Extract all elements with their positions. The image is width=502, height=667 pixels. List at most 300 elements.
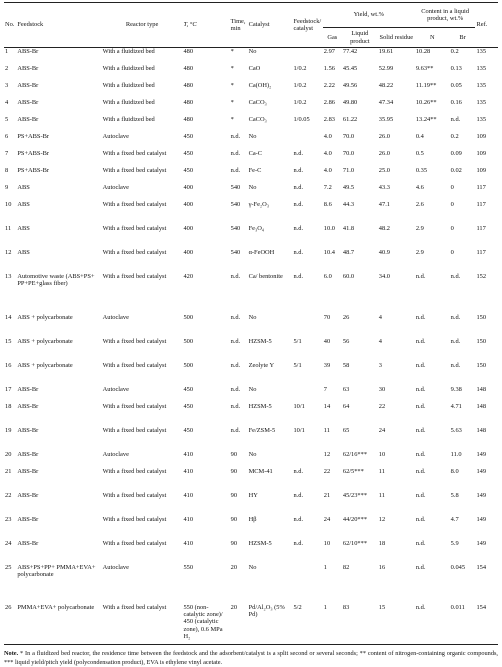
cell-no: 3 <box>5 81 9 89</box>
cell-ref: 148 <box>476 402 487 410</box>
cell-catalyst: Fe₃O₄ <box>248 224 265 232</box>
cell-solid-residue: 30 <box>378 385 386 393</box>
cell-catalyst: No <box>248 385 257 393</box>
cell-catalyst: MCM-41 <box>248 467 273 475</box>
cell-catalyst: CaCO₃ <box>248 98 267 106</box>
cell-gas: 4.0 <box>323 166 332 174</box>
cell-gas: 21 <box>323 491 331 499</box>
table-row <box>4 516 498 540</box>
cell-br-content: n.d. <box>450 361 461 369</box>
cell-liquid-product: 77.42 <box>342 48 358 55</box>
cell-liquid-product: 62/16*** <box>342 450 368 458</box>
cell-n-content: 11.19** <box>415 81 437 89</box>
cell-temperature: 450 <box>183 132 194 140</box>
cell-br-content: n.d. <box>450 272 461 280</box>
cell-feedstock-catalyst: n.d. <box>293 224 304 232</box>
header-gas: Gas <box>323 28 342 48</box>
cell-no: 12 <box>5 248 12 256</box>
header-br: Br <box>450 28 476 48</box>
cell-n-content: 2.9 <box>415 248 424 256</box>
cell-reactor-type: Autoclave <box>102 132 129 140</box>
cell-solid-residue: 35.95 <box>378 115 394 123</box>
cell-liquid-product: 82 <box>342 563 350 571</box>
cell-solid-residue: 4 <box>378 337 382 345</box>
cell-gas: 8.6 <box>323 200 332 208</box>
cell-feedstock: ABS-Br <box>17 48 39 55</box>
cell-reactor-type: With a fluidized bed <box>102 48 155 55</box>
cell-ref: 152 <box>476 272 487 280</box>
cell-temperature: 450 <box>183 426 194 434</box>
table-row <box>4 427 498 451</box>
cell-feedstock-catalyst: n.d. <box>293 467 304 475</box>
cell-feedstock: ABS-Br <box>17 385 39 393</box>
cell-solid-residue: 10 <box>378 450 386 458</box>
cell-feedstock-catalyst <box>292 564 322 604</box>
table-row <box>4 184 498 201</box>
cell-ref: 109 <box>476 132 487 140</box>
cell-feedstock-catalyst: n.d. <box>293 183 304 191</box>
cell-br-content: 8.0 <box>450 467 459 475</box>
cell-catalyst: No <box>248 48 257 55</box>
header-liquid-product: Liquid product <box>342 28 378 48</box>
cell-no: 25 <box>5 563 12 571</box>
cell-n-content: 10.26** <box>415 98 437 106</box>
cell-temperature: 410 <box>183 467 194 475</box>
cell-solid-residue: 11 <box>378 491 385 499</box>
cell-br-content: 0 <box>450 224 454 232</box>
cell-liquid-product: 83 <box>342 604 378 645</box>
table-row <box>4 201 498 225</box>
cell-temperature: 420 <box>183 272 194 280</box>
cell-temperature: 400 <box>183 183 194 191</box>
cell-solid-residue: 26.0 <box>378 132 390 140</box>
table-row <box>4 82 498 99</box>
cell-no: 1 <box>5 48 9 55</box>
cell-br-content: n.d. <box>450 313 461 321</box>
cell-liquid-product: 26 <box>342 313 350 321</box>
cell-reactor-type: Autoclave <box>102 313 129 321</box>
cell-no: 2 <box>5 64 9 72</box>
table-row <box>4 386 498 403</box>
cell-br-content: n.d. <box>450 115 461 123</box>
cell-ref: 154 <box>475 604 498 645</box>
cell-temperature: 410 <box>183 450 194 458</box>
cell-no: 13 <box>5 272 12 280</box>
cell-ref: 135 <box>476 48 487 55</box>
cell-gas: 11 <box>323 426 330 434</box>
cell-br-content: 0.16 <box>450 98 462 106</box>
cell-catalyst: α-FeOOH <box>248 248 275 256</box>
cell-time: * <box>230 98 234 106</box>
cell-ref: 149 <box>476 539 487 547</box>
cell-liquid-product: 49.80 <box>342 98 358 106</box>
table-row <box>4 116 498 133</box>
cell-solid-residue: 47.1 <box>378 200 390 208</box>
cell-temperature: 400 <box>183 248 194 256</box>
cell-gas: 2.97 <box>323 48 335 55</box>
cell-ref: 135 <box>476 115 487 123</box>
header-time: Time, min <box>230 3 248 48</box>
table-row <box>4 314 498 338</box>
table-row <box>4 150 498 167</box>
cell-reactor-type: With a fixed bed catalyst <box>102 337 167 345</box>
cell-catalyst: No <box>248 313 257 321</box>
cell-catalyst: HY <box>248 491 258 499</box>
cell-feedstock-catalyst: 1/0.2 <box>293 64 307 72</box>
cell-time: n.d. <box>230 272 241 280</box>
cell-catalyst: Ca(OH)₂ <box>248 81 272 89</box>
cell-time: 90 <box>230 450 238 458</box>
cell-liquid-product: 48.7 <box>342 248 355 256</box>
cell-temperature: 500 <box>183 361 194 369</box>
cell-feedstock: ABS-Br <box>17 491 39 499</box>
cell-liquid-product: 65 <box>342 426 350 434</box>
cell-reactor-type: With a fixed bed catalyst <box>102 491 167 499</box>
cell-time: * <box>230 81 234 89</box>
cell-feedstock: ABS-Br <box>17 81 39 89</box>
cell-catalyst: Hβ <box>248 515 257 523</box>
cell-gas: 22 <box>323 467 331 475</box>
table-row <box>4 403 498 427</box>
cell-no: 14 <box>5 313 12 321</box>
document-page <box>4 2 498 667</box>
cell-solid-residue: 4 <box>378 313 382 321</box>
cell-n-content: 2.6 <box>415 200 424 208</box>
cell-ref: 150 <box>476 337 487 345</box>
cell-solid-residue: 12 <box>378 515 386 523</box>
header-temperature: T, °C <box>182 3 229 48</box>
cell-ref: 148 <box>476 426 487 434</box>
cell-time: n.d. <box>230 313 241 321</box>
cell-no: 23 <box>5 515 12 523</box>
cell-no: 21 <box>5 467 12 475</box>
cell-n-content: n.d. <box>415 361 426 369</box>
cell-reactor-type: Autoclave <box>102 563 129 571</box>
cell-time: 90 <box>230 515 238 523</box>
cell-reactor-type: With a fixed bed catalyst <box>102 248 167 256</box>
cell-feedstock-catalyst: 10/1 <box>293 402 305 410</box>
cell-no: 8 <box>5 166 9 174</box>
cell-feedstock-catalyst: 1/0.2 <box>293 98 307 106</box>
cell-n-content: 13.24** <box>415 115 437 123</box>
cell-br-content: 0 <box>450 200 454 208</box>
cell-time: 90 <box>230 491 238 499</box>
cell-n-content: n.d. <box>415 313 426 321</box>
cell-gas: 10 <box>323 539 331 547</box>
cell-gas: 7 <box>323 385 327 393</box>
cell-catalyst: No <box>248 450 257 458</box>
table-row <box>4 133 498 150</box>
cell-catalyst: No <box>248 132 257 140</box>
cell-solid-residue: 3 <box>378 361 382 369</box>
cell-liquid-product: 58 <box>342 361 350 369</box>
cell-feedstock-catalyst <box>292 314 322 338</box>
cell-time: 540 <box>230 183 241 191</box>
cell-temperature: 550 <box>183 563 194 571</box>
cell-reactor-type: Autoclave <box>102 450 129 458</box>
cell-gas: 10.4 <box>323 248 335 256</box>
cell-no: 16 <box>5 361 12 369</box>
cell-n-content: n.d. <box>415 272 426 280</box>
cell-feedstock-catalyst <box>292 386 322 403</box>
cell-br-content: n.d. <box>450 337 461 345</box>
cell-n-content: n.d. <box>415 563 426 571</box>
cell-solid-residue: 52.99 <box>378 64 394 72</box>
cell-temperature: 480 <box>183 98 194 106</box>
note-text: * In a fluidized bed reactor, the residence time between the feedstock and the adsorbent/catalyst is a split second or several seconds; ** content of nitrogen-containing organic compounds, *** liquid yield/pitch yield (polycondensation product), EVA is ethylene vinyl acetate. <box>4 650 498 666</box>
cell-br-content: 0.2 <box>450 132 459 140</box>
cell-br-content: 0.02 <box>450 166 462 174</box>
cell-feedstock: ABS <box>17 224 30 232</box>
cell-no: 17 <box>5 385 12 393</box>
cell-temperature: 450 <box>183 402 194 410</box>
cell-feedstock: ABS-Br <box>17 539 39 547</box>
cell-liquid-product: 62/10*** <box>342 539 368 547</box>
cell-feedstock: ABS-Br <box>17 402 39 410</box>
cell-gas: 1 <box>323 604 342 645</box>
cell-gas: 12 <box>323 450 331 458</box>
cell-ref: 135 <box>476 81 487 89</box>
cell-catalyst: Fe-C <box>248 166 262 174</box>
cell-feedstock: Automotive waste (ABS+PS+ PP+PE+glass fiber) <box>17 272 95 287</box>
cell-solid-residue: 34.0 <box>378 272 390 280</box>
cell-solid-residue: 11 <box>378 467 385 475</box>
cell-n-content: n.d. <box>415 385 426 393</box>
cell-time: * <box>230 48 234 55</box>
cell-solid-residue: 43.3 <box>378 183 390 191</box>
cell-reactor-type: With a fixed bed catalyst <box>102 426 167 434</box>
cell-temperature: 410 <box>183 515 194 523</box>
cell-temperature: 500 <box>183 313 194 321</box>
cell-ref: 109 <box>476 149 487 157</box>
cell-br-content: 11.0 <box>450 450 462 458</box>
cell-feedstock: PS+ABS-Br <box>17 166 50 174</box>
cell-liquid-product: 44/20*** <box>342 515 368 523</box>
cell-gas: 2.83 <box>323 115 335 123</box>
cell-ref: 148 <box>476 385 487 393</box>
cell-time: 20 <box>230 563 238 571</box>
cell-liquid-product: 70.0 <box>342 132 355 140</box>
cell-solid-residue: 24 <box>378 426 386 434</box>
cell-feedstock-catalyst: n.d. <box>293 272 304 280</box>
cell-reactor-type: With a fixed bed catalyst <box>102 166 167 174</box>
cell-temperature: 550 (non-catalytic zone)/ 450 (catalytic zone), 0.6 MPa H₂ <box>182 604 229 645</box>
cell-n-content: 4.6 <box>415 183 424 191</box>
cell-catalyst: Pd/Al₂O₃ (5% Pd) <box>248 604 293 645</box>
cell-feedstock-catalyst <box>292 451 322 468</box>
cell-br-content: 0.011 <box>450 604 476 645</box>
cell-liquid-product: 64 <box>342 402 350 410</box>
cell-ref: 109 <box>476 166 487 174</box>
cell-ref: 149 <box>476 491 487 499</box>
cell-catalyst: No <box>248 563 257 571</box>
cell-feedstock: ABS-Br <box>17 450 39 458</box>
cell-gas: 40 <box>323 337 331 345</box>
cell-catalyst: HZSM-5 <box>248 402 272 410</box>
cell-feedstock: ABS-Br <box>17 115 39 123</box>
cell-ref: 154 <box>476 563 487 571</box>
table-row <box>4 492 498 516</box>
cell-gas: 1.56 <box>323 64 335 72</box>
cell-feedstock-catalyst: n.d. <box>293 539 304 547</box>
cell-feedstock: ABS-Br <box>17 426 39 434</box>
cell-solid-residue: 15 <box>378 604 415 645</box>
cell-temperature: 500 <box>183 337 194 345</box>
cell-ref: 150 <box>476 361 487 369</box>
cell-n-content: 0.4 <box>415 132 424 140</box>
cell-temperature: 480 <box>183 64 194 72</box>
cell-time: * <box>230 115 234 123</box>
cell-feedstock: ABS <box>17 183 30 191</box>
pyrolysis-results-table <box>4 2 498 645</box>
cell-feedstock: PS+ABS-Br <box>17 149 50 157</box>
cell-solid-residue: 26.0 <box>378 149 390 157</box>
cell-br-content: 4.7 <box>450 515 459 523</box>
cell-temperature: 410 <box>183 491 194 499</box>
cell-gas: 1 <box>323 563 327 571</box>
cell-gas: 70 <box>323 313 331 321</box>
cell-catalyst: No <box>248 183 257 191</box>
cell-feedstock: PMMA+EVA+ polycarbonate <box>16 604 101 645</box>
cell-liquid-product: 44.3 <box>342 200 355 208</box>
cell-solid-residue: 48.22 <box>378 81 394 89</box>
cell-br-content: 0.05 <box>450 81 462 89</box>
cell-liquid-product: 49.5 <box>342 183 355 191</box>
cell-catalyst: Ca-C <box>248 149 263 157</box>
table-header <box>4 3 498 48</box>
header-n: N <box>415 28 450 48</box>
cell-ref: 150 <box>476 313 487 321</box>
cell-feedstock: ABS + polycarbonate <box>17 313 73 321</box>
cell-reactor-type: With a fixed bed catalyst <box>102 272 167 280</box>
cell-time: n.d. <box>230 402 241 410</box>
header-catalyst: Catalyst <box>248 3 293 48</box>
cell-gas: 39 <box>323 361 331 369</box>
cell-n-content: n.d. <box>415 426 426 434</box>
cell-time: n.d. <box>230 166 241 174</box>
cell-feedstock: ABS-Br <box>17 98 39 106</box>
cell-reactor-type: With a fixed bed catalyst <box>102 467 167 475</box>
cell-liquid-product: 71.0 <box>342 166 355 174</box>
cell-br-content: 0 <box>450 183 454 191</box>
cell-liquid-product: 63 <box>342 385 350 393</box>
header-feedstock: Feedstock <box>16 3 101 48</box>
cell-time: n.d. <box>230 426 241 434</box>
header-feedstock-catalyst: Feedstock/ catalyst <box>292 3 322 48</box>
cell-reactor-type: With a fixed bed catalyst <box>102 539 167 547</box>
cell-br-content: 0.13 <box>450 64 462 72</box>
cell-liquid-product: 45.45 <box>342 64 358 72</box>
table-row <box>4 48 498 65</box>
header-reactor-type: Reactor type <box>102 3 183 48</box>
cell-solid-residue: 48.2 <box>378 224 390 232</box>
cell-time: 540 <box>230 248 241 256</box>
cell-br-content: 0.2 <box>450 48 459 55</box>
note-label: Note. <box>4 650 19 657</box>
cell-ref: 117 <box>476 224 486 232</box>
cell-n-content: n.d. <box>415 467 426 475</box>
cell-no: 19 <box>5 426 12 434</box>
cell-temperature: 480 <box>183 81 194 89</box>
cell-no: 5 <box>5 115 9 123</box>
cell-reactor-type: With a fluidized bed <box>102 81 155 89</box>
header-ref: Ref. <box>475 3 498 48</box>
cell-solid-residue: 16 <box>378 563 386 571</box>
cell-reactor-type: With a fixed bed catalyst <box>102 402 167 410</box>
cell-n-content: n.d. <box>415 539 426 547</box>
cell-catalyst: HZSM-5 <box>248 539 272 547</box>
cell-liquid-product: 60.0 <box>342 272 355 280</box>
cell-no: 6 <box>5 132 9 140</box>
cell-br-content: 9.38 <box>450 385 462 393</box>
cell-feedstock-catalyst: n.d. <box>293 166 304 174</box>
cell-temperature: 450 <box>183 149 194 157</box>
table-row <box>4 338 498 362</box>
cell-br-content: 0 <box>450 248 454 256</box>
cell-feedstock: PS+ABS-Br <box>17 132 50 140</box>
table-row <box>4 468 498 492</box>
cell-gas: 2.22 <box>323 81 335 89</box>
cell-solid-residue: 19.61 <box>378 48 394 55</box>
cell-feedstock-catalyst: 10/1 <box>293 426 305 434</box>
cell-no: 9 <box>5 183 9 191</box>
cell-reactor-type: With a fluidized bed <box>102 98 155 106</box>
cell-reactor-type: With a fluidized bed <box>102 64 155 72</box>
cell-time: n.d. <box>230 337 241 345</box>
cell-br-content: 5.9 <box>450 539 459 547</box>
cell-feedstock: ABS <box>17 248 30 256</box>
cell-br-content: 0.09 <box>450 149 462 157</box>
cell-reactor-type: Autoclave <box>102 385 129 393</box>
cell-reactor-type: With a fixed bed catalyst <box>102 361 167 369</box>
header-solid-residue: Solid residue <box>378 28 415 48</box>
cell-n-content: n.d. <box>415 337 426 345</box>
cell-gas: 4.0 <box>323 132 332 140</box>
cell-no: 15 <box>5 337 12 345</box>
cell-reactor-type: With a fixed bed catalyst <box>102 200 167 208</box>
cell-feedstock-catalyst: n.d. <box>293 200 304 208</box>
cell-catalyst: Ca/ bentonite <box>248 272 283 280</box>
cell-feedstock-catalyst: n.d. <box>293 515 304 523</box>
cell-n-content: n.d. <box>415 450 426 458</box>
cell-temperature: 450 <box>183 166 194 174</box>
cell-time: n.d. <box>230 132 241 140</box>
cell-gas: 4.0 <box>323 149 332 157</box>
cell-catalyst: Fe/ZSM-5 <box>248 426 276 434</box>
cell-feedstock-catalyst: 5/2 <box>292 604 322 645</box>
cell-gas: 7.2 <box>323 183 332 191</box>
header-yield-group: Yield, wt.% <box>323 3 415 28</box>
cell-n-content: n.d. <box>415 402 426 410</box>
table-row <box>4 273 498 314</box>
cell-time: 90 <box>230 539 238 547</box>
cell-ref: 135 <box>476 64 487 72</box>
cell-time: * <box>230 64 234 72</box>
cell-feedstock-catalyst: n.d. <box>293 248 304 256</box>
cell-catalyst: CaO <box>248 64 261 72</box>
cell-no: 7 <box>5 149 9 157</box>
cell-ref: 149 <box>476 515 487 523</box>
cell-no: 18 <box>5 402 12 410</box>
cell-ref: 135 <box>476 98 487 106</box>
cell-n-content: 0.35 <box>415 166 428 174</box>
cell-time: 540 <box>230 224 241 232</box>
cell-solid-residue: 22 <box>378 402 386 410</box>
table-note <box>4 650 498 667</box>
table-row <box>4 99 498 116</box>
cell-gas: 14 <box>323 402 331 410</box>
table-row <box>4 249 498 273</box>
